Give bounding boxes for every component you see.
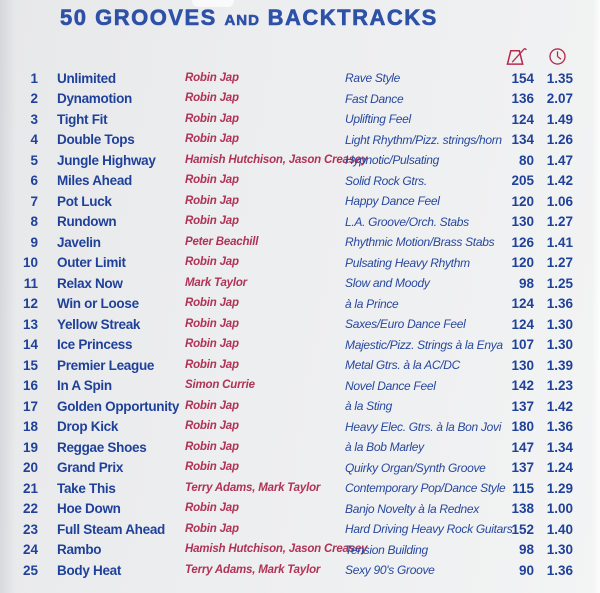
track-style: Banjo Novelty à la Rednex (345, 501, 479, 516)
track-title: In A Spin (57, 378, 112, 393)
track-title: Ice Princess (57, 337, 133, 352)
track-title: Jungle Highway (57, 152, 156, 168)
track-title: Pot Luck (57, 193, 112, 209)
track-duration: 1.29 (546, 480, 573, 496)
track-row (0, 335, 600, 356)
track-composer: Hamish Hutchison, Jason Creasey (185, 153, 368, 166)
track-tempo: 138 (511, 501, 534, 516)
track-style: Fast Dance (345, 91, 404, 106)
track-composer: Terry Adams, Mark Taylor (185, 481, 321, 494)
track-tempo: 98 (518, 275, 534, 291)
track-composer: Robin Jap (185, 194, 239, 207)
track-composer: Robin Jap (185, 440, 239, 453)
track-row (0, 417, 600, 438)
track-duration: 1.49 (546, 111, 573, 127)
page-title (60, 5, 438, 31)
track-composer: Robin Jap (185, 522, 239, 535)
track-duration: 1.42 (546, 398, 573, 414)
track-tempo: 154 (511, 70, 534, 86)
track-title: Double Tops (57, 132, 135, 147)
track-row (0, 68, 600, 89)
track-title: Premier League (57, 357, 155, 373)
track-tempo: 152 (511, 521, 534, 537)
track-composer: Hamish Hutchison, Jason Creasey (185, 543, 368, 555)
track-tempo: 124 (511, 316, 534, 332)
track-tempo: 180 (511, 419, 534, 434)
track-style: Sexy 90's Groove (345, 563, 435, 578)
track-style: Rave Style (345, 71, 401, 86)
track-number: 10 (22, 255, 38, 270)
track-composer: Robin Jap (185, 358, 239, 371)
track-title: Javelin (57, 234, 101, 250)
track-number: 24 (22, 542, 38, 557)
track-duration: 1.30 (546, 542, 573, 557)
track-duration: 1.27 (546, 214, 573, 229)
track-composer: Robin Jap (185, 174, 239, 186)
track-style: Contemporary Pop/Dance Style (345, 481, 506, 496)
track-duration: 1.25 (546, 275, 573, 291)
track-row (0, 89, 600, 110)
track-row (0, 253, 600, 274)
track-number: 18 (22, 419, 38, 434)
track-row (0, 478, 600, 499)
track-row (0, 294, 600, 315)
track-style: à la Bob Marley (345, 440, 424, 455)
track-tempo: 120 (511, 193, 534, 209)
track-number: 7 (30, 193, 38, 209)
track-style: Uplifting Feel (345, 112, 411, 127)
column-header-icons (0, 45, 600, 69)
track-style: Hard Driving Heavy Rock Guitars (345, 522, 513, 537)
track-title: Reggae Shoes (57, 439, 147, 455)
track-duration: 1.47 (546, 152, 573, 168)
track-tempo: 126 (511, 234, 534, 250)
track-composer: Terry Adams, Mark Taylor (185, 563, 321, 576)
track-row (0, 150, 600, 171)
track-style: Hypnotic/Pulsating (345, 153, 439, 168)
track-title: Miles Ahead (57, 173, 132, 188)
track-composer: Robin Jap (185, 92, 239, 104)
track-row (0, 519, 600, 540)
track-tempo: 142 (511, 378, 534, 393)
track-row (0, 458, 600, 479)
page-title-part3: BACKTRACKS (267, 5, 438, 30)
track-row (0, 540, 600, 561)
track-composer: Robin Jap (185, 502, 239, 514)
track-tempo: 124 (511, 296, 534, 311)
track-row (0, 171, 600, 192)
track-tempo: 124 (511, 111, 534, 127)
track-row (0, 232, 600, 253)
track-duration: 1.27 (546, 255, 573, 270)
track-tempo: 98 (518, 542, 534, 557)
track-title: Relax Now (57, 275, 123, 291)
track-composer: Robin Jap (185, 71, 239, 84)
track-number: 13 (22, 316, 38, 332)
track-tempo: 130 (511, 214, 534, 229)
track-duration: 1.00 (546, 501, 573, 516)
track-number: 2 (30, 91, 38, 106)
track-title: Rambo (57, 542, 102, 557)
track-title: Grand Prix (57, 460, 124, 475)
track-style: Light Rhythm/Pizz. strings/horn (345, 132, 502, 147)
track-number: 9 (30, 234, 38, 250)
track-title: Full Steam Ahead (57, 521, 165, 537)
track-duration: 1.30 (546, 337, 573, 352)
track-composer: Robin Jap (185, 420, 239, 432)
track-table (0, 68, 600, 581)
track-style: Slow and Moody (345, 276, 430, 291)
track-style: Heavy Elec. Gtrs. à la Bon Jovi (345, 419, 502, 434)
track-number: 23 (22, 521, 38, 537)
page-title-part1: 50 GROOVES (60, 5, 217, 30)
track-duration: 1.06 (546, 193, 573, 209)
track-title: Drop Kick (57, 419, 119, 434)
track-number: 25 (22, 562, 38, 578)
track-composer: Robin Jap (185, 112, 239, 125)
track-tempo: 134 (511, 132, 534, 147)
page-title-and: AND (224, 12, 260, 29)
track-composer: Peter Beachill (185, 235, 259, 248)
track-number: 22 (22, 501, 38, 516)
track-style: Happy Dance Feel (345, 194, 440, 209)
track-tempo: 137 (511, 398, 534, 414)
track-duration: 1.40 (546, 521, 573, 537)
track-composer: Robin Jap (185, 256, 239, 268)
track-title: Rundown (57, 214, 117, 229)
track-number: 4 (30, 132, 38, 147)
track-title: Yellow Streak (57, 316, 141, 332)
track-duration: 1.23 (546, 378, 573, 393)
track-row (0, 212, 600, 233)
track-row (0, 191, 600, 212)
track-style: à la Prince (345, 296, 399, 311)
track-number: 3 (30, 111, 38, 127)
track-number: 19 (22, 439, 38, 455)
track-duration: 1.26 (546, 132, 573, 147)
track-composer: Robin Jap (185, 461, 239, 473)
track-tempo: 107 (511, 337, 534, 352)
track-title: Hoe Down (57, 501, 121, 516)
track-number: 11 (23, 275, 38, 291)
track-title: Take This (57, 480, 116, 496)
track-duration: 1.34 (546, 439, 573, 455)
track-style: Pulsating Heavy Rhythm (345, 255, 470, 270)
track-composer: Robin Jap (185, 133, 239, 145)
track-duration: 1.36 (546, 419, 573, 434)
track-style: à la Sting (345, 399, 393, 414)
track-style: Saxes/Euro Dance Feel (345, 317, 466, 332)
track-composer: Robin Jap (185, 338, 239, 350)
track-row (0, 499, 600, 520)
track-number: 16 (22, 378, 38, 393)
track-row (0, 355, 600, 376)
track-style: Majestic/Pizz. Strings à la Enya (345, 337, 503, 352)
track-duration: 1.35 (546, 70, 573, 86)
track-tempo: 147 (511, 439, 534, 455)
track-row (0, 130, 600, 151)
track-title: Tight Fit (57, 111, 108, 127)
track-row (0, 314, 600, 335)
track-duration: 2.07 (546, 91, 573, 106)
track-style: Metal Gtrs. à la AC/DC (345, 358, 460, 373)
track-row (0, 437, 600, 458)
track-number: 17 (22, 398, 38, 414)
track-style: Solid Rock Gtrs. (345, 173, 427, 188)
track-row (0, 560, 600, 581)
track-number: 8 (30, 214, 38, 229)
track-row (0, 376, 600, 397)
track-duration: 1.36 (546, 296, 573, 311)
track-row (0, 109, 600, 130)
track-duration: 1.24 (546, 460, 573, 475)
track-number: 14 (22, 337, 38, 352)
track-number: 12 (22, 296, 38, 311)
track-number: 21 (22, 480, 38, 496)
track-number: 6 (30, 173, 38, 188)
track-title: Outer Limit (57, 255, 126, 270)
track-composer: Simon Currie (185, 379, 255, 391)
track-number: 1 (30, 70, 38, 86)
track-duration: 1.36 (546, 562, 573, 578)
track-duration: 1.30 (546, 316, 573, 332)
track-style: Quirky Organ/Synth Groove (345, 460, 486, 475)
track-tempo: 80 (518, 152, 534, 168)
track-title: Body Heat (57, 562, 122, 578)
track-composer: Robin Jap (185, 399, 239, 412)
track-composer: Robin Jap (185, 297, 239, 309)
track-tempo: 90 (518, 562, 534, 578)
track-title: Win or Loose (57, 296, 139, 311)
track-title: Golden Opportunity (57, 398, 180, 414)
track-tempo: 205 (511, 173, 534, 188)
track-tempo: 120 (511, 255, 534, 270)
track-duration: 1.39 (546, 357, 573, 373)
track-tempo: 130 (511, 357, 534, 373)
track-composer: Robin Jap (185, 317, 239, 330)
track-style: Rhythmic Motion/Brass Stabs (345, 235, 495, 250)
track-tempo: 136 (511, 91, 534, 106)
track-number: 5 (30, 152, 38, 168)
track-number: 15 (22, 357, 38, 373)
track-duration: 1.41 (546, 234, 573, 250)
track-tempo: 137 (511, 460, 534, 475)
track-row (0, 273, 600, 294)
track-row (0, 396, 600, 417)
track-style: Novel Dance Feel (345, 378, 436, 393)
track-duration: 1.42 (546, 173, 573, 188)
track-tempo: 115 (512, 480, 534, 496)
track-style: L.A. Groove/Orch. Stabs (345, 214, 469, 229)
track-number: 20 (22, 460, 38, 475)
track-style: Tension Building (345, 542, 428, 557)
track-composer: Robin Jap (185, 215, 239, 227)
track-title: Dynamotion (57, 91, 133, 106)
track-title: Unlimited (57, 70, 116, 86)
track-composer: Mark Taylor (185, 276, 247, 289)
